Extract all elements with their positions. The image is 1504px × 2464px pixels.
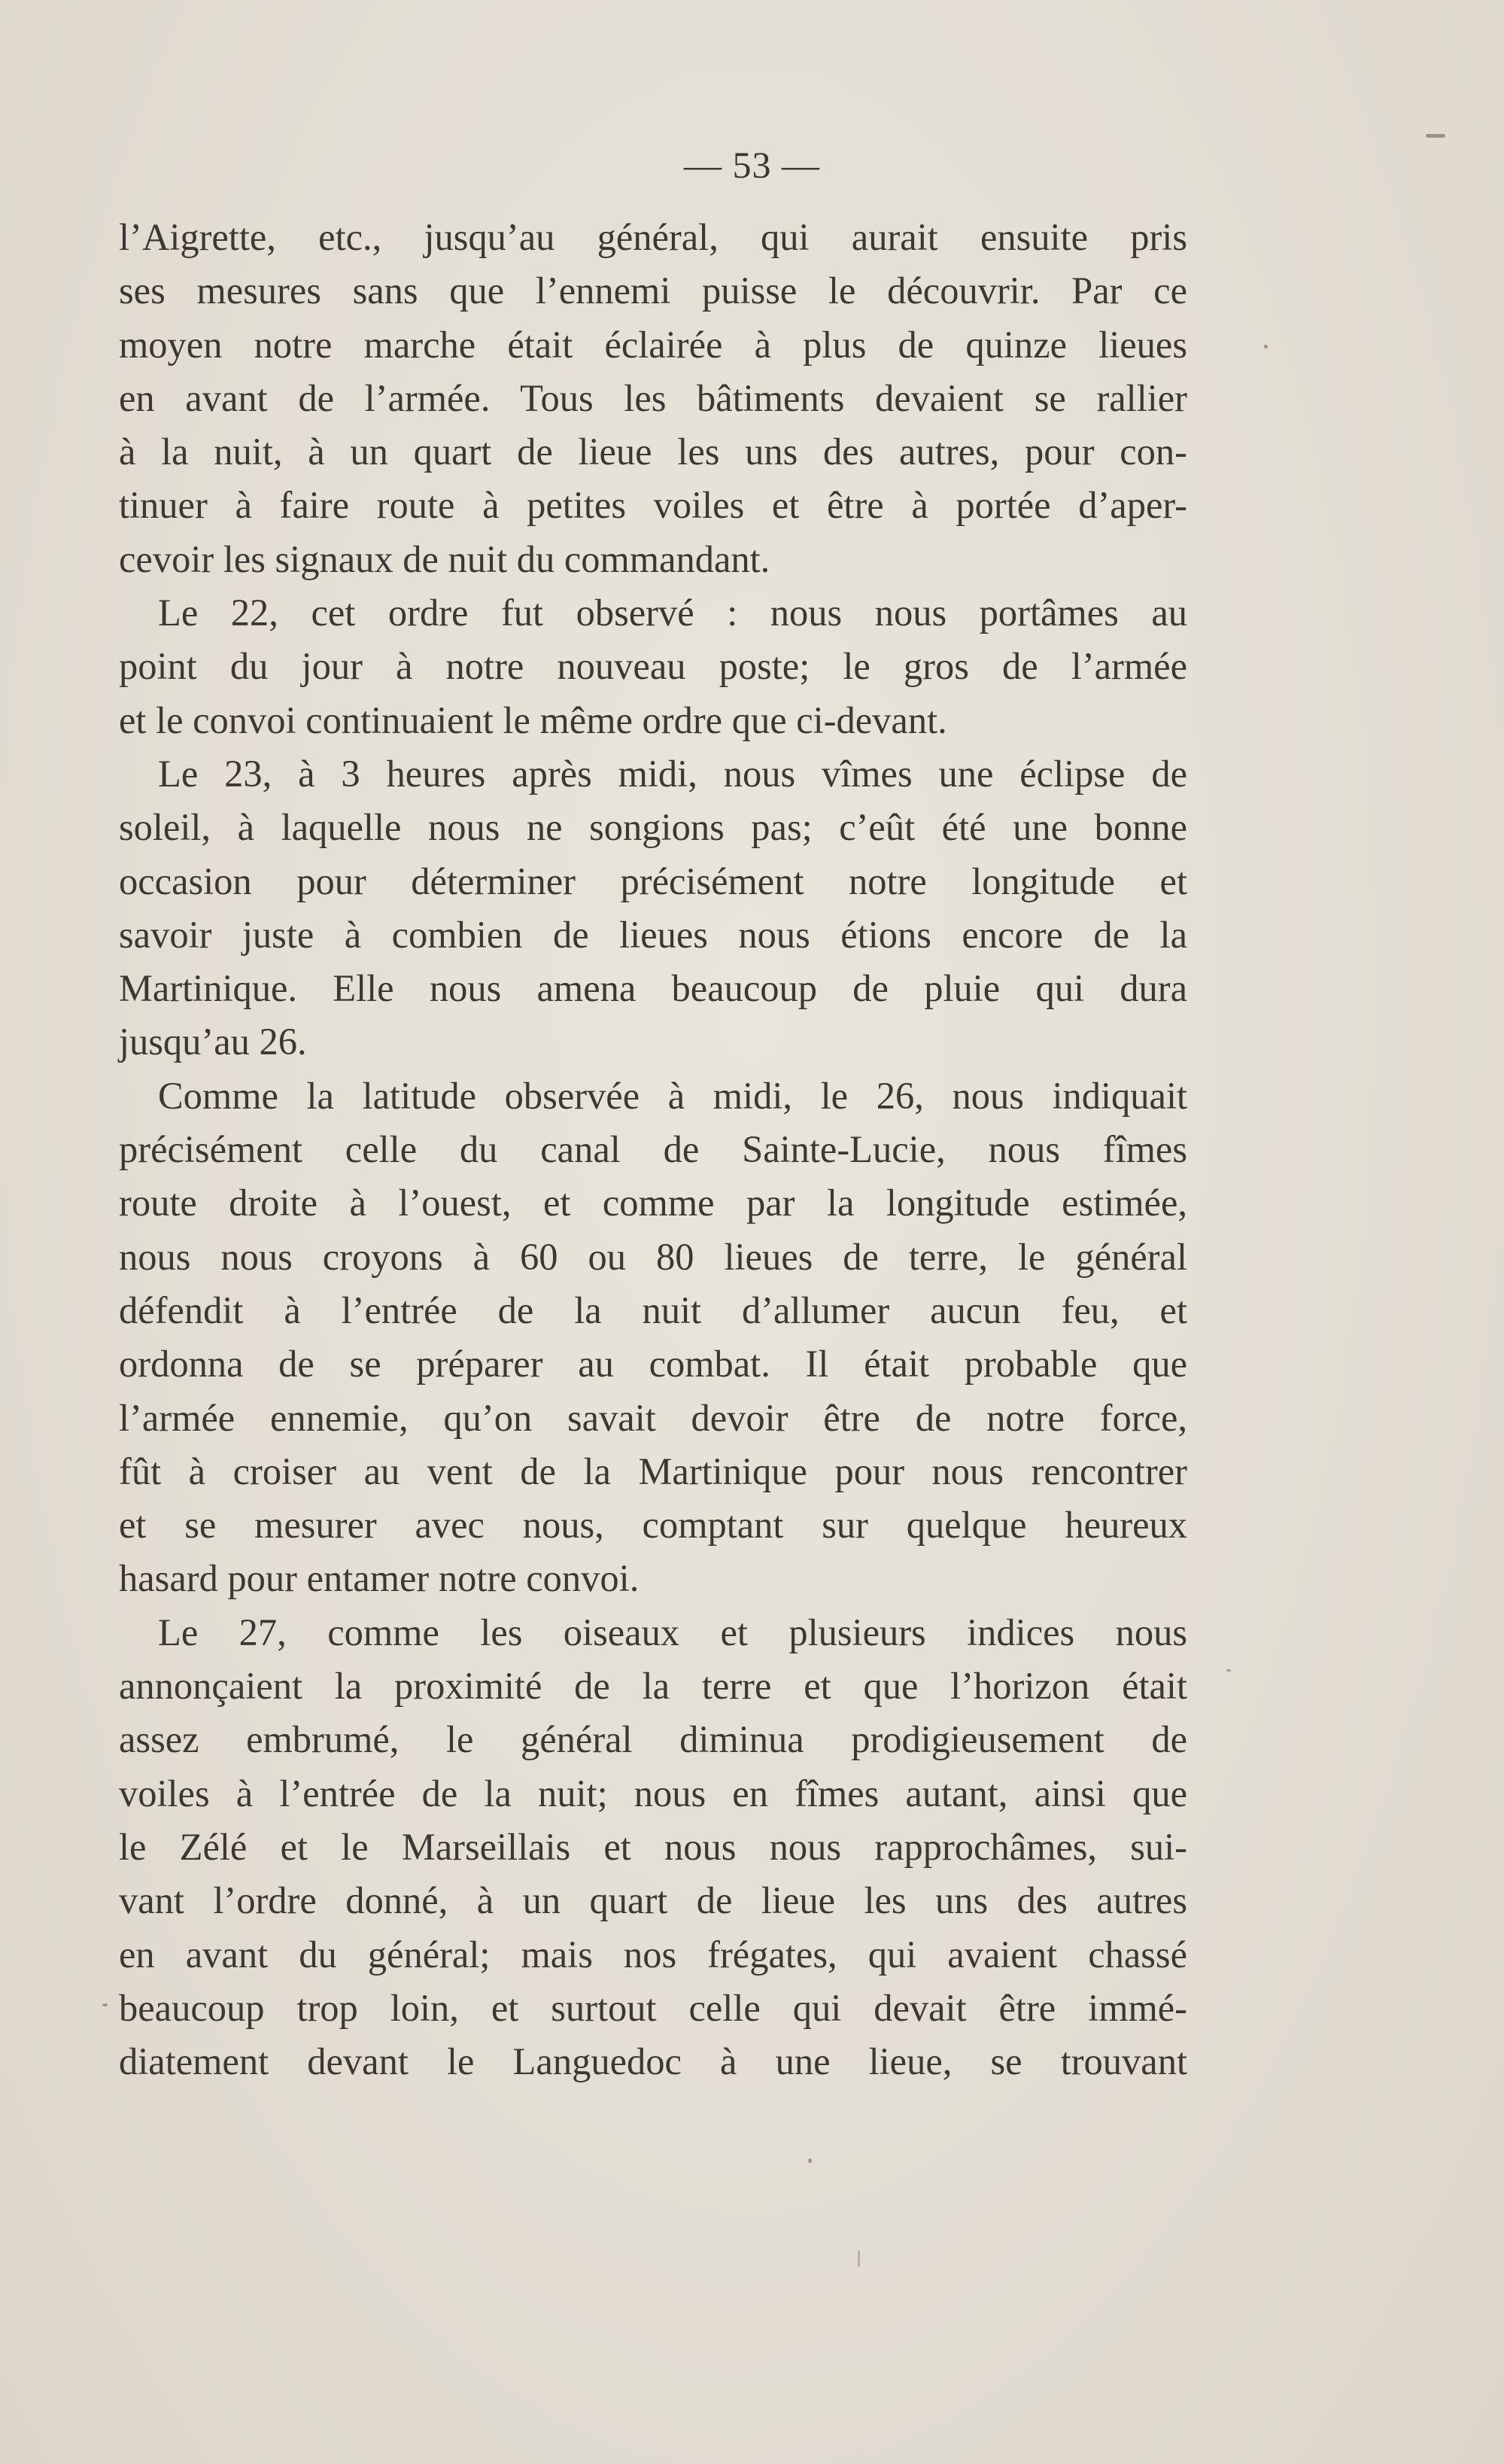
paper-speck (102, 2003, 108, 2006)
paper-speck (1226, 1669, 1231, 1672)
text-line: Martinique. Elle nous amena beaucoup de pluie qui dura (119, 967, 1187, 1010)
text-line: diatement devant le Languedoc à une lieue, se trouvant (119, 2040, 1187, 2083)
text-line: route droite à l’ouest, et comme par la longitude estimée, (119, 1182, 1187, 1224)
text-line: point du jour à notre nouveau poste; le gros de l’armée (119, 645, 1187, 688)
body-text (119, 211, 1187, 2088)
text-line: en avant de l’armée. Tous les bâtiments devaient se rallier (119, 376, 1187, 419)
text-line: précisément celle du canal de Sainte-Lucie, nous fîmes (119, 1128, 1187, 1171)
page-number: — 53 — (684, 144, 820, 186)
text-line: l’Aigrette, etc., jusqu’au général, qui aurait ensuite pris (119, 216, 1187, 258)
paper-speck (1426, 134, 1445, 138)
paper-speck (808, 2158, 812, 2163)
text-line: occasion pour déterminer précisément notre longitude et (119, 859, 1187, 902)
text-line: moyen notre marche était éclairée à plus de quinze lieues (119, 323, 1187, 366)
text-line: assez embrumé, le général diminua prodigieusement de (119, 1718, 1187, 1761)
text-line: à la nuit, à un quart de lieue les uns des autres, pour con- (119, 430, 1187, 473)
text-line: jusqu’au 26. (119, 1021, 307, 1063)
text-line: nous nous croyons à 60 ou 80 lieues de terre, le général (119, 1235, 1187, 1278)
text-line: beaucoup trop loin, et surtout celle qui devait être immé- (119, 1986, 1187, 2029)
text-line: en avant du général; mais nos frégates, qui avaient chassé (119, 1933, 1187, 1976)
text-line: ordonna de se préparer au combat. Il était probable que (119, 1343, 1187, 1386)
text-line: vant l’ordre donné, à un quart de lieue les uns des autres (119, 1879, 1187, 1922)
text-line: cevoir les signaux de nuit du commandant. (119, 537, 770, 580)
text-line: Le 23, à 3 heures après midi, nous vîmes une éclipse de (158, 752, 1187, 795)
text-line: l’armée ennemie, qu’on savait devoir être de notre force, (119, 1396, 1187, 1439)
text-line: Le 22, cet ordre fut observé : nous nous portâmes au (158, 592, 1187, 634)
text-line: savoir juste à combien de lieues nous étions encore de la (119, 913, 1187, 956)
text-line: le Zélé et le Marseillais et nous nous rapprochâmes, sui- (119, 1825, 1187, 1868)
text-line: soleil, à laquelle nous ne songions pas; c’eût été une bonne (119, 806, 1187, 849)
paper-speck (1264, 345, 1268, 348)
text-line: et le convoi continuaient le même ordre que ci-devant. (119, 698, 947, 741)
paper-speck (858, 2250, 860, 2267)
text-line: ses mesures sans que l’ennemi puisse le découvrir. Par ce (119, 269, 1187, 312)
text-line: tinuer à faire route à petites voiles et être à portée d’aper- (119, 484, 1187, 527)
text-line: fût à croiser au vent de la Martinique pour nous rencontrer (119, 1450, 1187, 1492)
text-line: et se mesurer avec nous, comptant sur quelque heureux (119, 1504, 1187, 1547)
text-line: voiles à l’entrée de la nuit; nous en fîmes autant, ainsi que (119, 1772, 1187, 1815)
text-line: Le 27, comme les oiseaux et plusieurs indices nous (158, 1611, 1187, 1653)
text-line: hasard pour entamer notre convoi. (119, 1557, 640, 1600)
text-line: annonçaient la proximité de la terre et que l’horizon était (119, 1665, 1187, 1708)
text-line: Comme la latitude observée à midi, le 26, nous indiquait (158, 1074, 1187, 1117)
text-line: défendit à l’entrée de la nuit d’allumer aucun feu, et (119, 1288, 1187, 1331)
